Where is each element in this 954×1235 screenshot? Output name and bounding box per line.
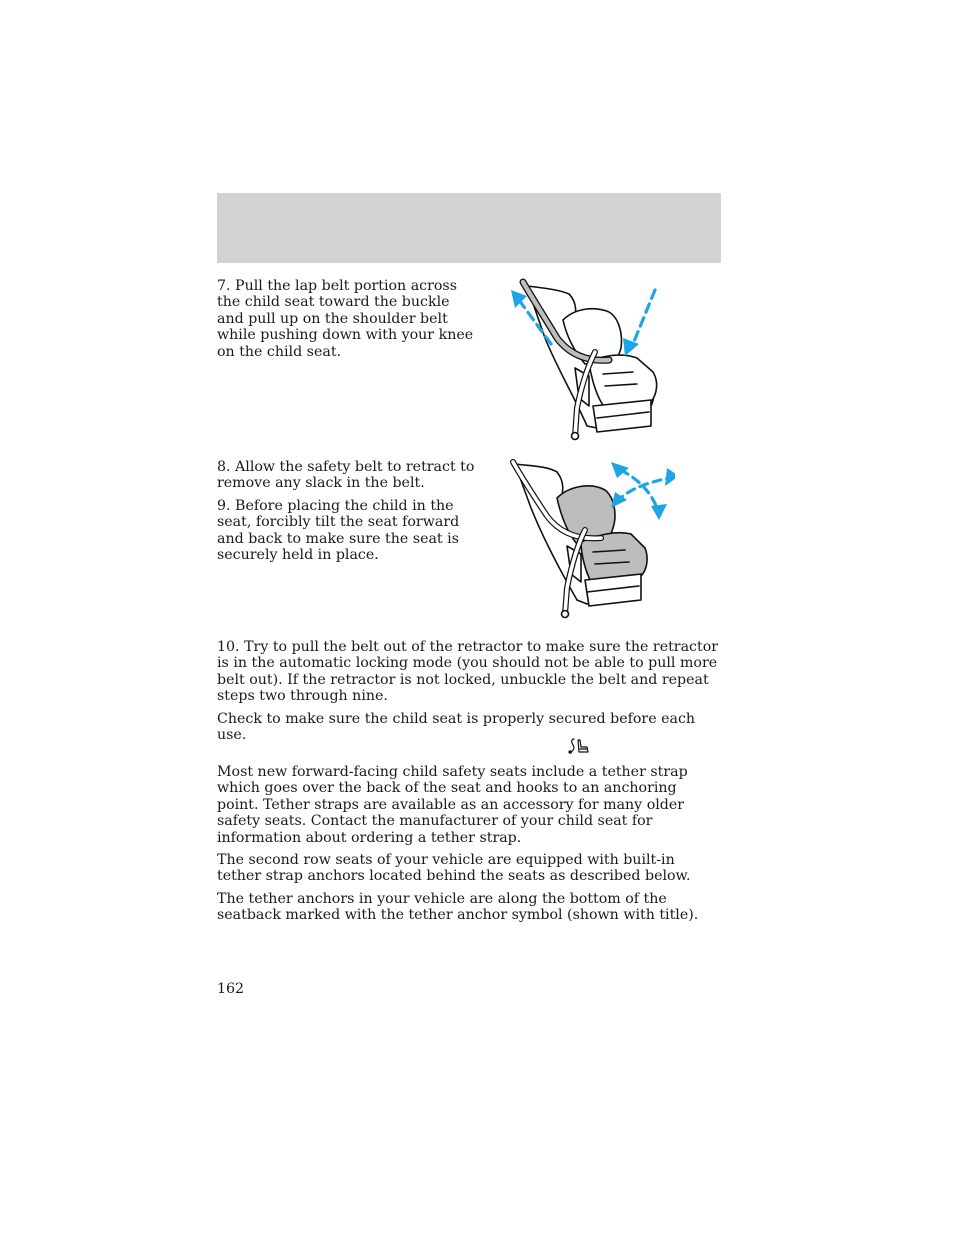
child-seat-tilt-check-illustration	[505, 458, 675, 626]
page-number: 162	[217, 981, 245, 997]
tether-paragraph-3: The tether anchors in your vehicle are along the bottom of the seatback marked with the tether anchor symbol (shown with title).	[217, 891, 699, 924]
check-secured-text: Check to make sure the child seat is properly secured before each use.	[217, 711, 696, 744]
child-seat-belt-pull-illustration	[505, 278, 670, 446]
tether-anchor-icon	[568, 737, 590, 755]
step-8-text: 8. Allow the safety belt to retract to remove any slack in the belt.	[217, 459, 475, 492]
section-header-bar	[217, 193, 721, 263]
tether-paragraph-2: The second row seats of your vehicle are equipped with built-in tether strap anchors located behind the seats as described below.	[217, 852, 691, 885]
step-9-text: 9. Before placing the child in the seat, forcibly tilt the seat forward and back to make sure the seat is securely held in place.	[217, 498, 460, 564]
tether-paragraph-1: Most new forward-facing child safety seats include a tether strap which goes over the back of the seat and hooks to an anchoring point. Tether straps are available as an accessory for many older safety seats. Contact the manufacturer of your child seat for information about ordering a tether strap.	[217, 764, 688, 846]
step-7-text: 7. Pull the lap belt portion across the child seat toward the buckle and pull up on the shoulder belt while pushing down with your knee on the child seat.	[217, 278, 474, 360]
step-10-text: 10. Try to pull the belt out of the retractor to make sure the retractor is in the automatic locking mode (you should not be able to pull more belt out). If the retractor is not locked, unbuckle the belt and repeat steps two through nine.	[217, 639, 719, 705]
